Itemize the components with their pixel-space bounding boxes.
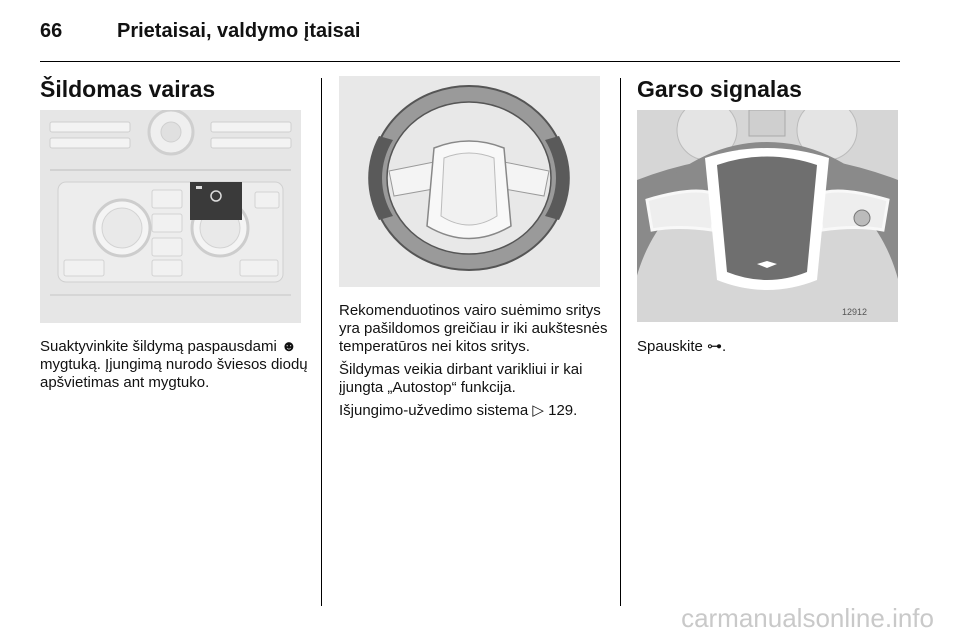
column-divider-1	[321, 78, 322, 606]
horn-illustration	[637, 110, 898, 322]
column-divider-2	[620, 78, 621, 606]
watermark: carmanualsonline.info	[681, 603, 934, 633]
steering-wheel-illustration	[339, 76, 600, 287]
section-heading-horn: Garso signalas	[637, 76, 802, 102]
paragraph: Suaktyvinkite šildymą paspausdami ☻ mygtuką. Įjungimą nurodo šviesos diodų apšvietimas ant mygtuko.	[40, 338, 308, 391]
paragraph: Šildymas veikia dirbant varikliui ir kai įjungta „Autostop“ funkcija.	[339, 361, 583, 396]
paragraph: Spauskite ⊶.	[637, 338, 727, 355]
header-rule	[40, 61, 900, 62]
page-title: Prietaisai, valdymo įtaisai	[117, 20, 361, 42]
section-heading-heated-wheel: Šildomas vairas	[40, 76, 216, 102]
steering-wheel-text	[339, 302, 609, 425]
horn-text	[637, 338, 897, 361]
page-number: 66	[40, 20, 63, 42]
console-illustration	[40, 110, 301, 323]
heated-wheel-text	[40, 338, 310, 397]
image-code: 12912	[842, 307, 868, 317]
paragraph: Išjungimo-užvedimo sistema ▷ 129.	[339, 402, 578, 419]
paragraph: Rekomenduotinos vairo suėmimo sritys yra pašildomos greičiau ir iki aukštesnės temperatūros nei kitos sritys.	[339, 302, 608, 355]
